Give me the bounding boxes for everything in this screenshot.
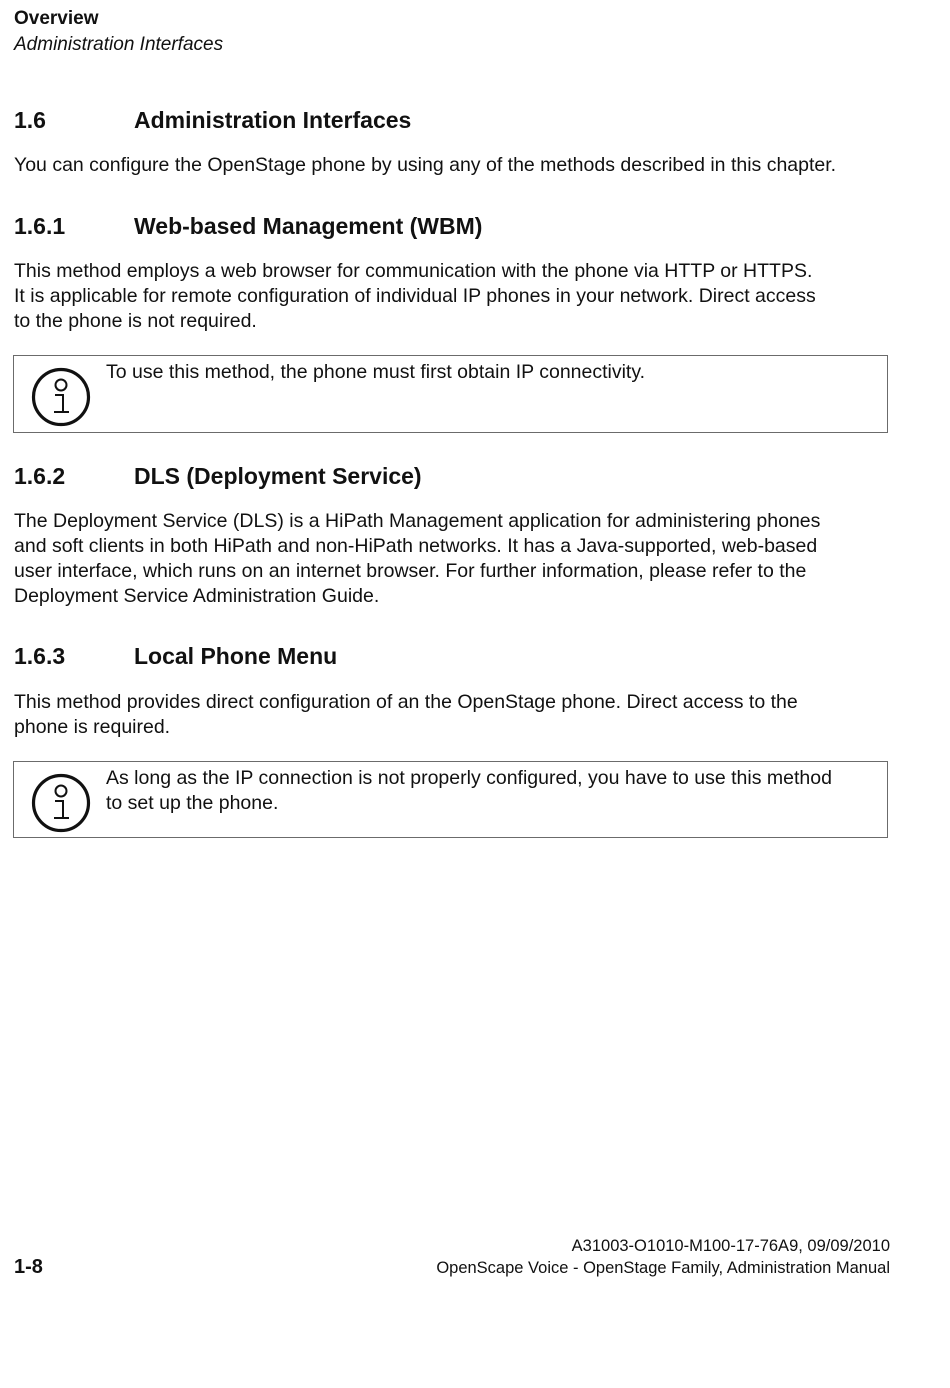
section-heading-1-6-3 (14, 643, 337, 670)
text-line: The Deployment Service (DLS) is a HiPath Management application for administering phones (14, 510, 821, 532)
section-number: 1.6.1 (14, 213, 66, 239)
info-icon (31, 773, 91, 833)
section-number: 1.6 (14, 107, 46, 133)
note-box-local-menu (13, 761, 888, 838)
section-title: DLS (Deployment Service) (134, 463, 422, 489)
section-heading-1-6 (14, 107, 411, 134)
note-box-wbm (13, 355, 888, 433)
text-line: Deployment Service Administration Guide. (14, 585, 380, 607)
text-line: and soft clients in both HiPath and non-HiPath networks. It has a Java-supported, web-based (14, 535, 818, 557)
note-text: To use this method, the phone must first obtain IP connectivity. (106, 361, 646, 383)
page-number: 1-8 (14, 1256, 43, 1278)
section-title: Local Phone Menu (134, 643, 338, 669)
text-line: to the phone is not required. (14, 310, 257, 332)
footer-document-ref: A31003-O1010-M100-17-76A9, 09/09/2010 (571, 1237, 890, 1255)
note-text (106, 766, 886, 816)
section-title: Web-based Management (WBM) (134, 213, 483, 239)
section-number: 1.6.2 (14, 463, 66, 489)
text-line: As long as the IP connection is not properly configured, you have to use this method (106, 767, 832, 789)
dls-paragraph (14, 509, 904, 609)
footer-document-title: OpenScape Voice - OpenStage Family, Administration Manual (436, 1259, 890, 1277)
section-heading-1-6-2 (14, 463, 422, 490)
running-header-title: Overview (14, 8, 99, 29)
section-number: 1.6.3 (14, 643, 66, 669)
text-line: This method provides direct configuration of an the OpenStage phone. Direct access to the (14, 691, 798, 713)
text-line: phone is required. (14, 716, 171, 738)
section-heading-1-6-1 (14, 213, 482, 240)
section-intro-paragraph: You can configure the OpenStage phone by using any of the methods described in this chapter. (14, 154, 837, 176)
wbm-paragraph (14, 259, 904, 334)
info-icon (31, 367, 91, 427)
text-line: to set up the phone. (106, 792, 279, 814)
section-title: Administration Interfaces (134, 107, 412, 133)
running-header-subtitle: Administration Interfaces (14, 34, 224, 55)
local-menu-paragraph (14, 690, 904, 740)
text-line: user interface, which runs on an internet browser. For further information, please refer to the (14, 560, 807, 582)
text-line: It is applicable for remote configuration of individual IP phones in your network. Direct access (14, 285, 816, 307)
text-line: This method employs a web browser for communication with the phone via HTTP or HTTPS. (14, 260, 813, 282)
